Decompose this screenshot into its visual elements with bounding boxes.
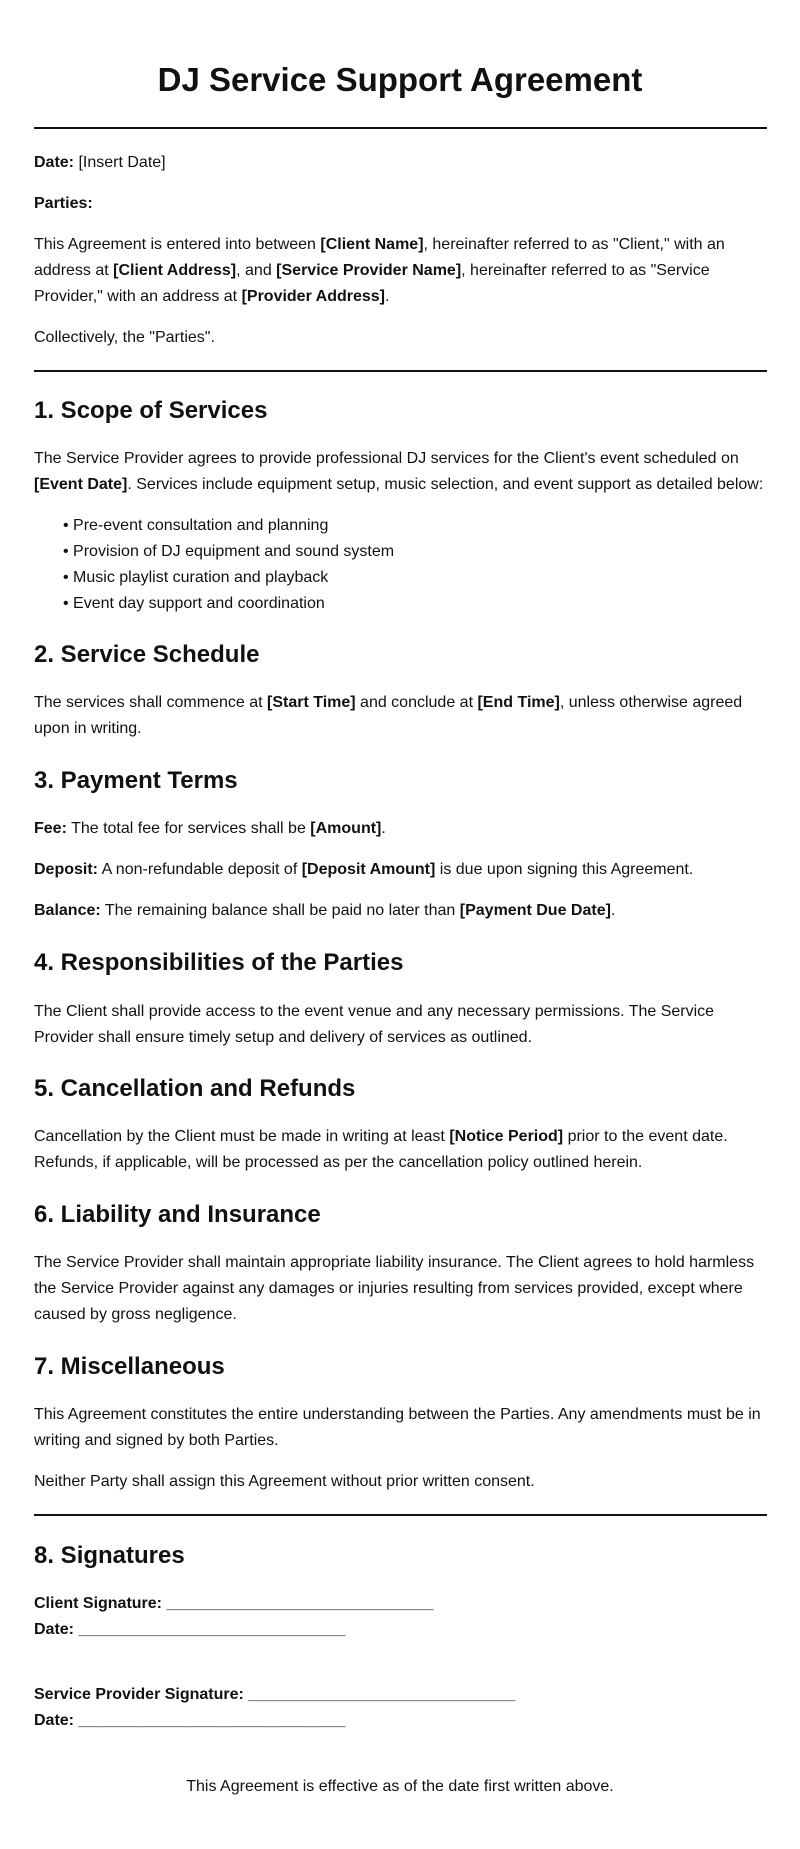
text: , hereinafter referred to as "Service — [461, 262, 710, 279]
section-heading-schedule: 2. Service Schedule — [34, 641, 260, 668]
event-date-placeholder: [Event Date] — [34, 476, 128, 493]
misc-line-2: writing and signed by both Parties. — [34, 1432, 279, 1449]
text: , unless otherwise agreed — [559, 694, 743, 711]
deposit-line — [34, 857, 693, 883]
parties-label: Parties: — [34, 195, 93, 212]
fee-line — [34, 816, 386, 842]
section-heading-liability: 6. Liability and Insurance — [34, 1201, 321, 1228]
text: prior to the event date. — [563, 1128, 728, 1145]
divider — [34, 1514, 767, 1516]
liability-line-3: caused by gross negligence. — [34, 1306, 237, 1323]
provider-date-line: Date: ______________________________ — [34, 1712, 346, 1729]
start-time-placeholder: [Start Time] — [266, 694, 356, 711]
list-item: • Provision of DJ equipment and sound system — [63, 543, 395, 560]
divider — [34, 127, 767, 129]
effective-date-note: This Agreement is effective as of the date first written above. — [186, 1778, 614, 1795]
text: . — [385, 288, 390, 305]
responsibilities-line-2: Provider shall ensure timely setup and delivery of services as outlined. — [34, 1029, 533, 1046]
schedule-line-1 — [34, 690, 742, 716]
client-name-placeholder: [Client Name] — [320, 236, 424, 253]
text: is due upon signing this Agreement. — [435, 861, 694, 878]
balance-label: Balance: — [34, 902, 101, 919]
schedule-line-2: upon in writing. — [34, 720, 142, 737]
text: A non-refundable deposit of — [98, 861, 302, 878]
scope-line-1: The Service Provider agrees to provide professional DJ services for the Client's event scheduled on — [34, 450, 739, 467]
section-heading-scope: 1. Scope of Services — [34, 397, 268, 424]
text: , hereinafter referred to as "Client," with an — [423, 236, 725, 253]
deposit-label: Deposit: — [34, 861, 98, 878]
date-label: Date: — [34, 154, 75, 171]
amount-placeholder: [Amount] — [310, 820, 382, 837]
text: . — [610, 902, 616, 919]
text: . — [381, 820, 386, 837]
scope-line-2 — [34, 472, 763, 498]
deposit-amount-placeholder: [Deposit Amount] — [301, 861, 436, 878]
fee-label: Fee: — [34, 820, 67, 837]
client-date-line: Date: ______________________________ — [34, 1621, 346, 1638]
list-item: • Event day support and coordination — [63, 595, 325, 612]
text: The total fee for services shall be — [66, 820, 311, 837]
text: . Services include equipment setup, music selection, and event support as detailed below: — [127, 476, 764, 493]
section-heading-payment: 3. Payment Terms — [34, 767, 238, 794]
intro-line-2 — [34, 258, 710, 284]
divider — [34, 370, 767, 372]
provider-signature-line: Service Provider Signature: ______________________________ — [34, 1686, 516, 1703]
liability-line-1: The Service Provider shall maintain appropriate liability insurance. The Client agrees to hold harmless — [34, 1254, 755, 1271]
intro-line-3 — [34, 284, 389, 310]
list-item: • Music playlist curation and playback — [63, 569, 329, 586]
client-address-placeholder: [Client Address] — [113, 262, 237, 279]
liability-line-2: the Service Provider against any damages or injuries resulting from services provided, except where — [34, 1280, 743, 1297]
text: This Agreement is entered into between — [34, 236, 321, 253]
text: and conclude at — [355, 694, 478, 711]
date-value: [Insert Date] — [78, 154, 166, 171]
cancellation-line-1 — [34, 1124, 728, 1150]
client-signature-line: Client Signature: ______________________________ — [34, 1595, 434, 1612]
section-heading-responsibilities: 4. Responsibilities of the Parties — [34, 949, 404, 976]
balance-line — [34, 898, 615, 924]
text: address at — [34, 262, 114, 279]
list-item: • Pre-event consultation and planning — [63, 517, 329, 534]
text: Cancellation by the Client must be made in writing at least — [34, 1128, 450, 1145]
section-heading-signatures: 8. Signatures — [34, 1542, 185, 1569]
end-time-placeholder: [End Time] — [477, 694, 560, 711]
text: The remaining balance shall be paid no later than — [100, 902, 460, 919]
date-line — [34, 150, 166, 176]
cancellation-line-2: Refunds, if applicable, will be processed as per the cancellation policy outlined herein. — [34, 1154, 643, 1171]
provider-address-placeholder: [Provider Address] — [241, 288, 386, 305]
document-title: DJ Service Support Agreement — [157, 61, 643, 98]
responsibilities-line-1: The Client shall provide access to the event venue and any necessary permissions. The Service — [34, 1003, 715, 1020]
text: , and — [236, 262, 277, 279]
payment-due-date-placeholder: [Payment Due Date] — [459, 902, 611, 919]
text: Provider," with an address at — [34, 288, 242, 305]
provider-name-placeholder: [Service Provider Name] — [276, 262, 462, 279]
notice-period-placeholder: [Notice Period] — [449, 1128, 564, 1145]
misc-paragraph-2: Neither Party shall assign this Agreement without prior written consent. — [34, 1473, 535, 1490]
section-heading-cancellation: 5. Cancellation and Refunds — [34, 1075, 356, 1102]
collectively-text: Collectively, the "Parties". — [34, 329, 215, 346]
text: The services shall commence at — [34, 694, 267, 711]
misc-line-1: This Agreement constitutes the entire understanding between the Parties. Any amendments must be in — [34, 1406, 761, 1423]
section-heading-miscellaneous: 7. Miscellaneous — [34, 1353, 225, 1380]
intro-line-1 — [34, 232, 725, 258]
